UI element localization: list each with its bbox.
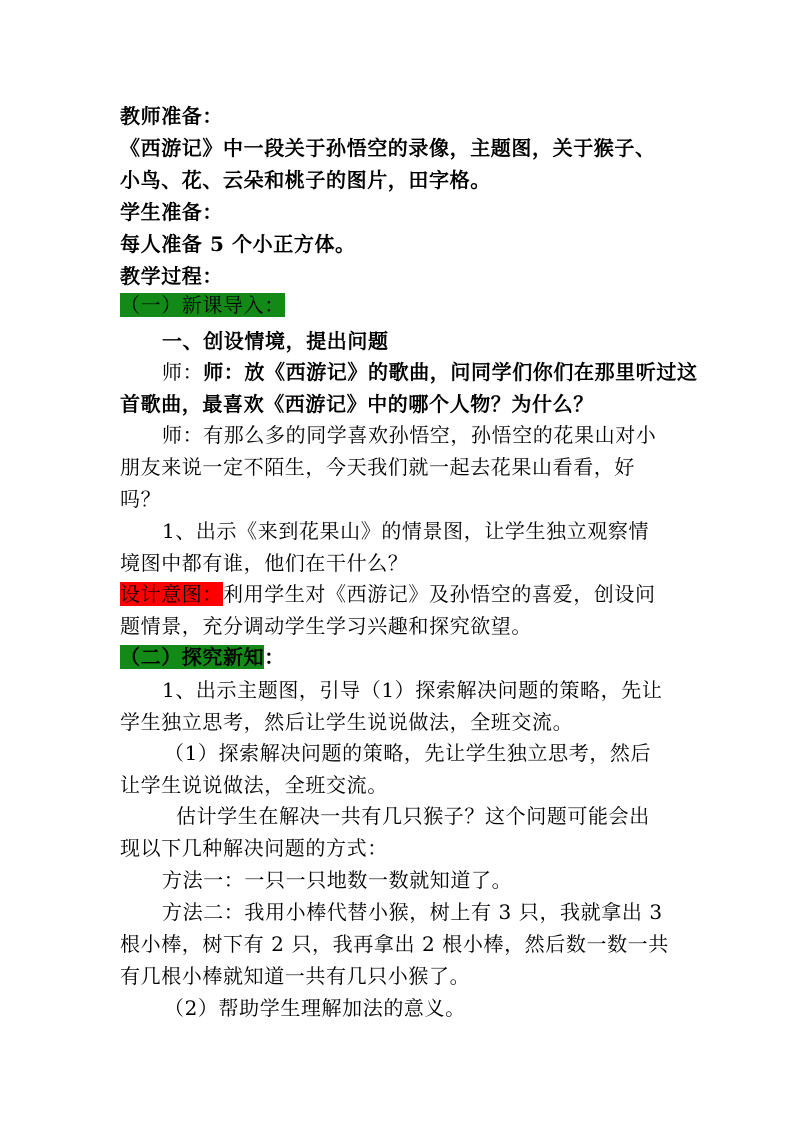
paragraph-4-line-1: 1、出示主题图，引导（1）探索解决问题的策略，先让 [162,678,663,702]
paragraph-2-line-2: 朋友来说一定不陌生，今天我们就一起去花果山看看，好 [120,455,635,479]
teacher-prep-line-2: 小鸟、花、云朵和桃子的图片，田字格。 [120,168,491,192]
paragraph-2-line-3: 吗？ [120,487,162,511]
teacher-prep-heading: 教师准备： [120,104,223,128]
design-intent-label: 设计意图： [120,582,223,606]
section-2-colon: ： [264,645,285,669]
process-heading: 教学过程： [120,264,223,288]
design-intent-text-1: 利用学生对《西游记》及孙悟空的喜爱，创设问 [223,582,656,606]
section-1-heading [120,291,285,319]
paragraph-5-line-1: （1）探索解决问题的策略，先让学生独立思考，然后 [164,741,652,765]
paragraph-1-text-1: 师：放《西游记》的歌曲，问同学们你们在那里听过这 [203,360,698,384]
design-intent-line-2: 题情景，充分调动学生学习兴趣和探究欲望。 [120,614,532,638]
paragraph-6-line-2: 现以下几种解决问题的方式： [120,836,388,860]
speaker-label: 师： [162,360,204,384]
paragraph-3-line-1: 1、出示《来到花果山》的情景图，让学生独立观察情 [162,519,650,543]
section-2-highlight: （二）探究新知 [120,645,265,669]
paragraph-1-line-1 [162,358,698,386]
teacher-prep-line-1: 《西游记》中一段关于孙悟空的录像，主题图，关于猴子、 [120,136,656,160]
paragraph-5-line-2: 让学生说说做法，全班交流。 [120,773,388,797]
section-2-heading [120,643,285,671]
paragraph-1-line-2: 首歌曲，最喜欢《西游记》中的哪个人物？为什么？ [120,392,594,416]
sub-heading-1: 一、创设情境，提出问题 [162,329,389,353]
paragraph-6-line-1: 估计学生在解决一共有几只猴子？这个问题可能会出 [176,804,650,828]
paragraph-7: （2）帮助学生理解加法的意义。 [164,996,466,1020]
design-intent-line-1 [120,580,656,608]
method-2-line-1: 方法二：我用小棒代替小猴，树上有 3 只，我就拿出 3 [162,900,663,924]
paragraph-2-line-1: 师：有那么多的同学喜欢孙悟空，孙悟空的花果山对小 [162,423,657,447]
student-prep-text: 每人准备 5 个小正方体。 [120,232,356,256]
student-prep-heading: 学生准备： [120,200,223,224]
method-1: 方法一：一只一只地数一数就知道了。 [162,868,513,892]
method-2-line-3: 有几根小棒就知道一共有几只小猴了。 [120,964,471,988]
method-2-line-2: 根小棒，树下有 2 只，我再拿出 2 根小棒，然后数一数一共 [120,932,669,956]
paragraph-4-line-2: 学生独立思考，然后让学生说说做法，全班交流。 [120,710,574,734]
section-1-highlight: （一）新课导入： [120,293,285,317]
paragraph-3-line-2: 境图中都有谁，他们在干什么？ [120,551,409,575]
